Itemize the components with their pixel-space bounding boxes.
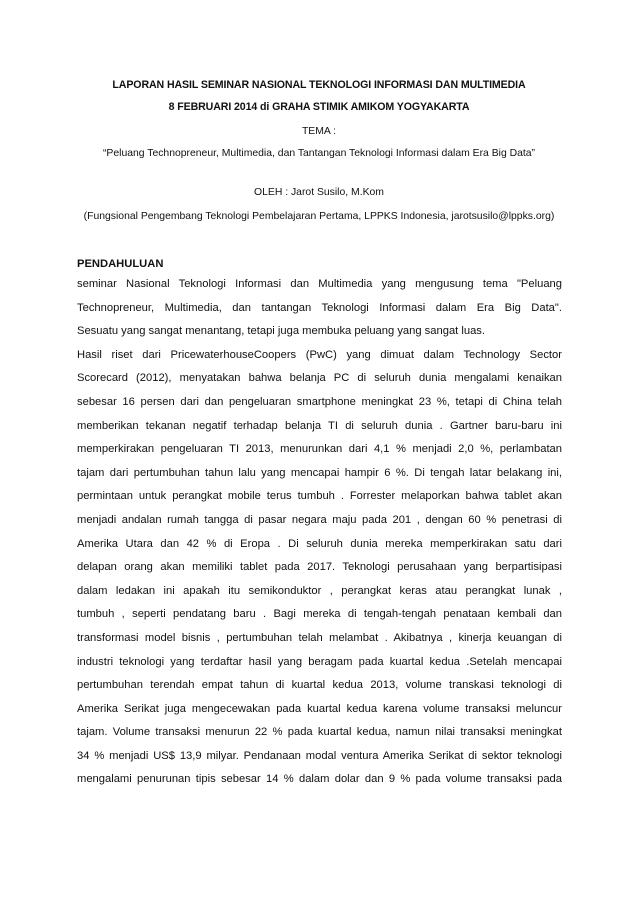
paragraph-line: tajam dari pertumbuhan tahun lalu yang mencapai hampir 6 %. Di tengah latar belakang ini, <box>77 466 562 479</box>
paragraph-line: permintaan untuk perangkat mobile terus tumbuh . Forrester melaporkan bahwa tablet akan <box>77 490 562 503</box>
section-heading: PENDAHULUAN <box>77 258 164 270</box>
paragraph-line: tajam. Volume transaksi menurun 22 % pada kuartal kedua, namun nilai transaksi meningkat <box>77 726 562 739</box>
paragraph-line: seminar Nasional Teknologi Informasi dan Multimedia yang mengusung tema "Peluang <box>77 278 562 290</box>
paragraph-line: Amerika Utara dan 42 % di Eropa . Di seluruh dunia mereka memperkirakan satu dari <box>77 537 562 550</box>
theme-text: “Peluang Technopreneur, Multimedia, dan Tantangan Teknologi Informasi dalam Era Big Data” <box>102 148 536 159</box>
paragraph-line: Sesuatu yang sangat menantang, tetapi juga membuka peluang yang sangat luas. <box>77 325 486 338</box>
author-line: OLEH : Jarot Susilo, M.Kom <box>254 187 384 198</box>
paragraph-line: mengalami penurunan tipis sebesar 14 % dalam dolar dan 9 % pada volume transaksi pada <box>77 773 562 786</box>
paragraph-line: industri teknologi yang terdaftar hasil yang beragam pada kuartal kedua .Setelah mencapai <box>77 655 562 668</box>
paragraph-line: Amerika Serikat juga mengecewakan pada kuartal kedua karena volume transaksi meluncur <box>77 702 562 715</box>
paragraph-line: pertumbuhan terendah empat tahun di kuartal kedua 2013, volume transkasi teknologi di <box>77 679 562 692</box>
report-title: LAPORAN HASIL SEMINAR NASIONAL TEKNOLOGI INFORMASI DAN MULTIMEDIA <box>112 79 526 91</box>
paragraph-line: 34 % menjadi US$ 13,9 milyar. Pendanaan modal ventura Amerika Serikat di sektor teknologi <box>77 749 562 762</box>
paragraph-line: sebesar 16 persen dari dan pengeluaran smartphone meningkat 23 %, tetapi di China telah <box>77 395 562 408</box>
paragraph-line: transformasi model bisnis , pertumbuhan telah melambat . Akibatnya , kinerja keuangan di <box>77 631 562 644</box>
affiliation-line: (Fungsional Pengembang Teknologi Pembelajaran Pertama, LPPKS Indonesia, jarotsusilo@lppks.org) <box>83 211 555 222</box>
paragraph-line: tumbuh , seperti pendatang baru . Bagi mereka di tengah-tengah penataan kembali dan <box>77 608 562 621</box>
paragraph-line: Hasil riset dari PricewaterhouseCoopers (PwC) yang dimuat dalam Technology Sector <box>77 348 562 361</box>
paragraph-line: Technopreneur, Multimedia, dan tantangan Teknologi Informasi dalam Era Big Data". <box>77 301 562 314</box>
paragraph-line: memberikan tekanan negatif terhadap belanja TI di seluruh dunia . Gartner baru-baru ini <box>77 419 562 432</box>
section-body <box>77 273 562 792</box>
paragraph-line: delapan orang akan memiliki tablet pada 2017. Teknologi perusahaan yang berpartisipasi <box>77 561 562 574</box>
report-date-venue: 8 FEBRUARI 2014 di GRAHA STIMIK AMIKOM YOGYAKARTA <box>168 101 470 113</box>
paragraph-line: dalam ledakan ini apakah itu semikonduktor , perangkat keras atau perangkat lunak , <box>77 584 562 597</box>
theme-label: TEMA : <box>301 126 337 137</box>
paragraph-line: menjadi andalan rumah tangga di pasar negara maju pada 201 , dengan 60 % penetrasi di <box>77 513 562 526</box>
paragraph-line: memperkirakan pengeluaran TI 2013, menurunkan dari 4,1 % menjadi 2,0 %, perlambatan <box>77 443 562 456</box>
paragraph-line: Scorecard (2012), menyatakan bahwa belanja PC di seluruh dunia mengalami kenaikan <box>77 372 562 385</box>
